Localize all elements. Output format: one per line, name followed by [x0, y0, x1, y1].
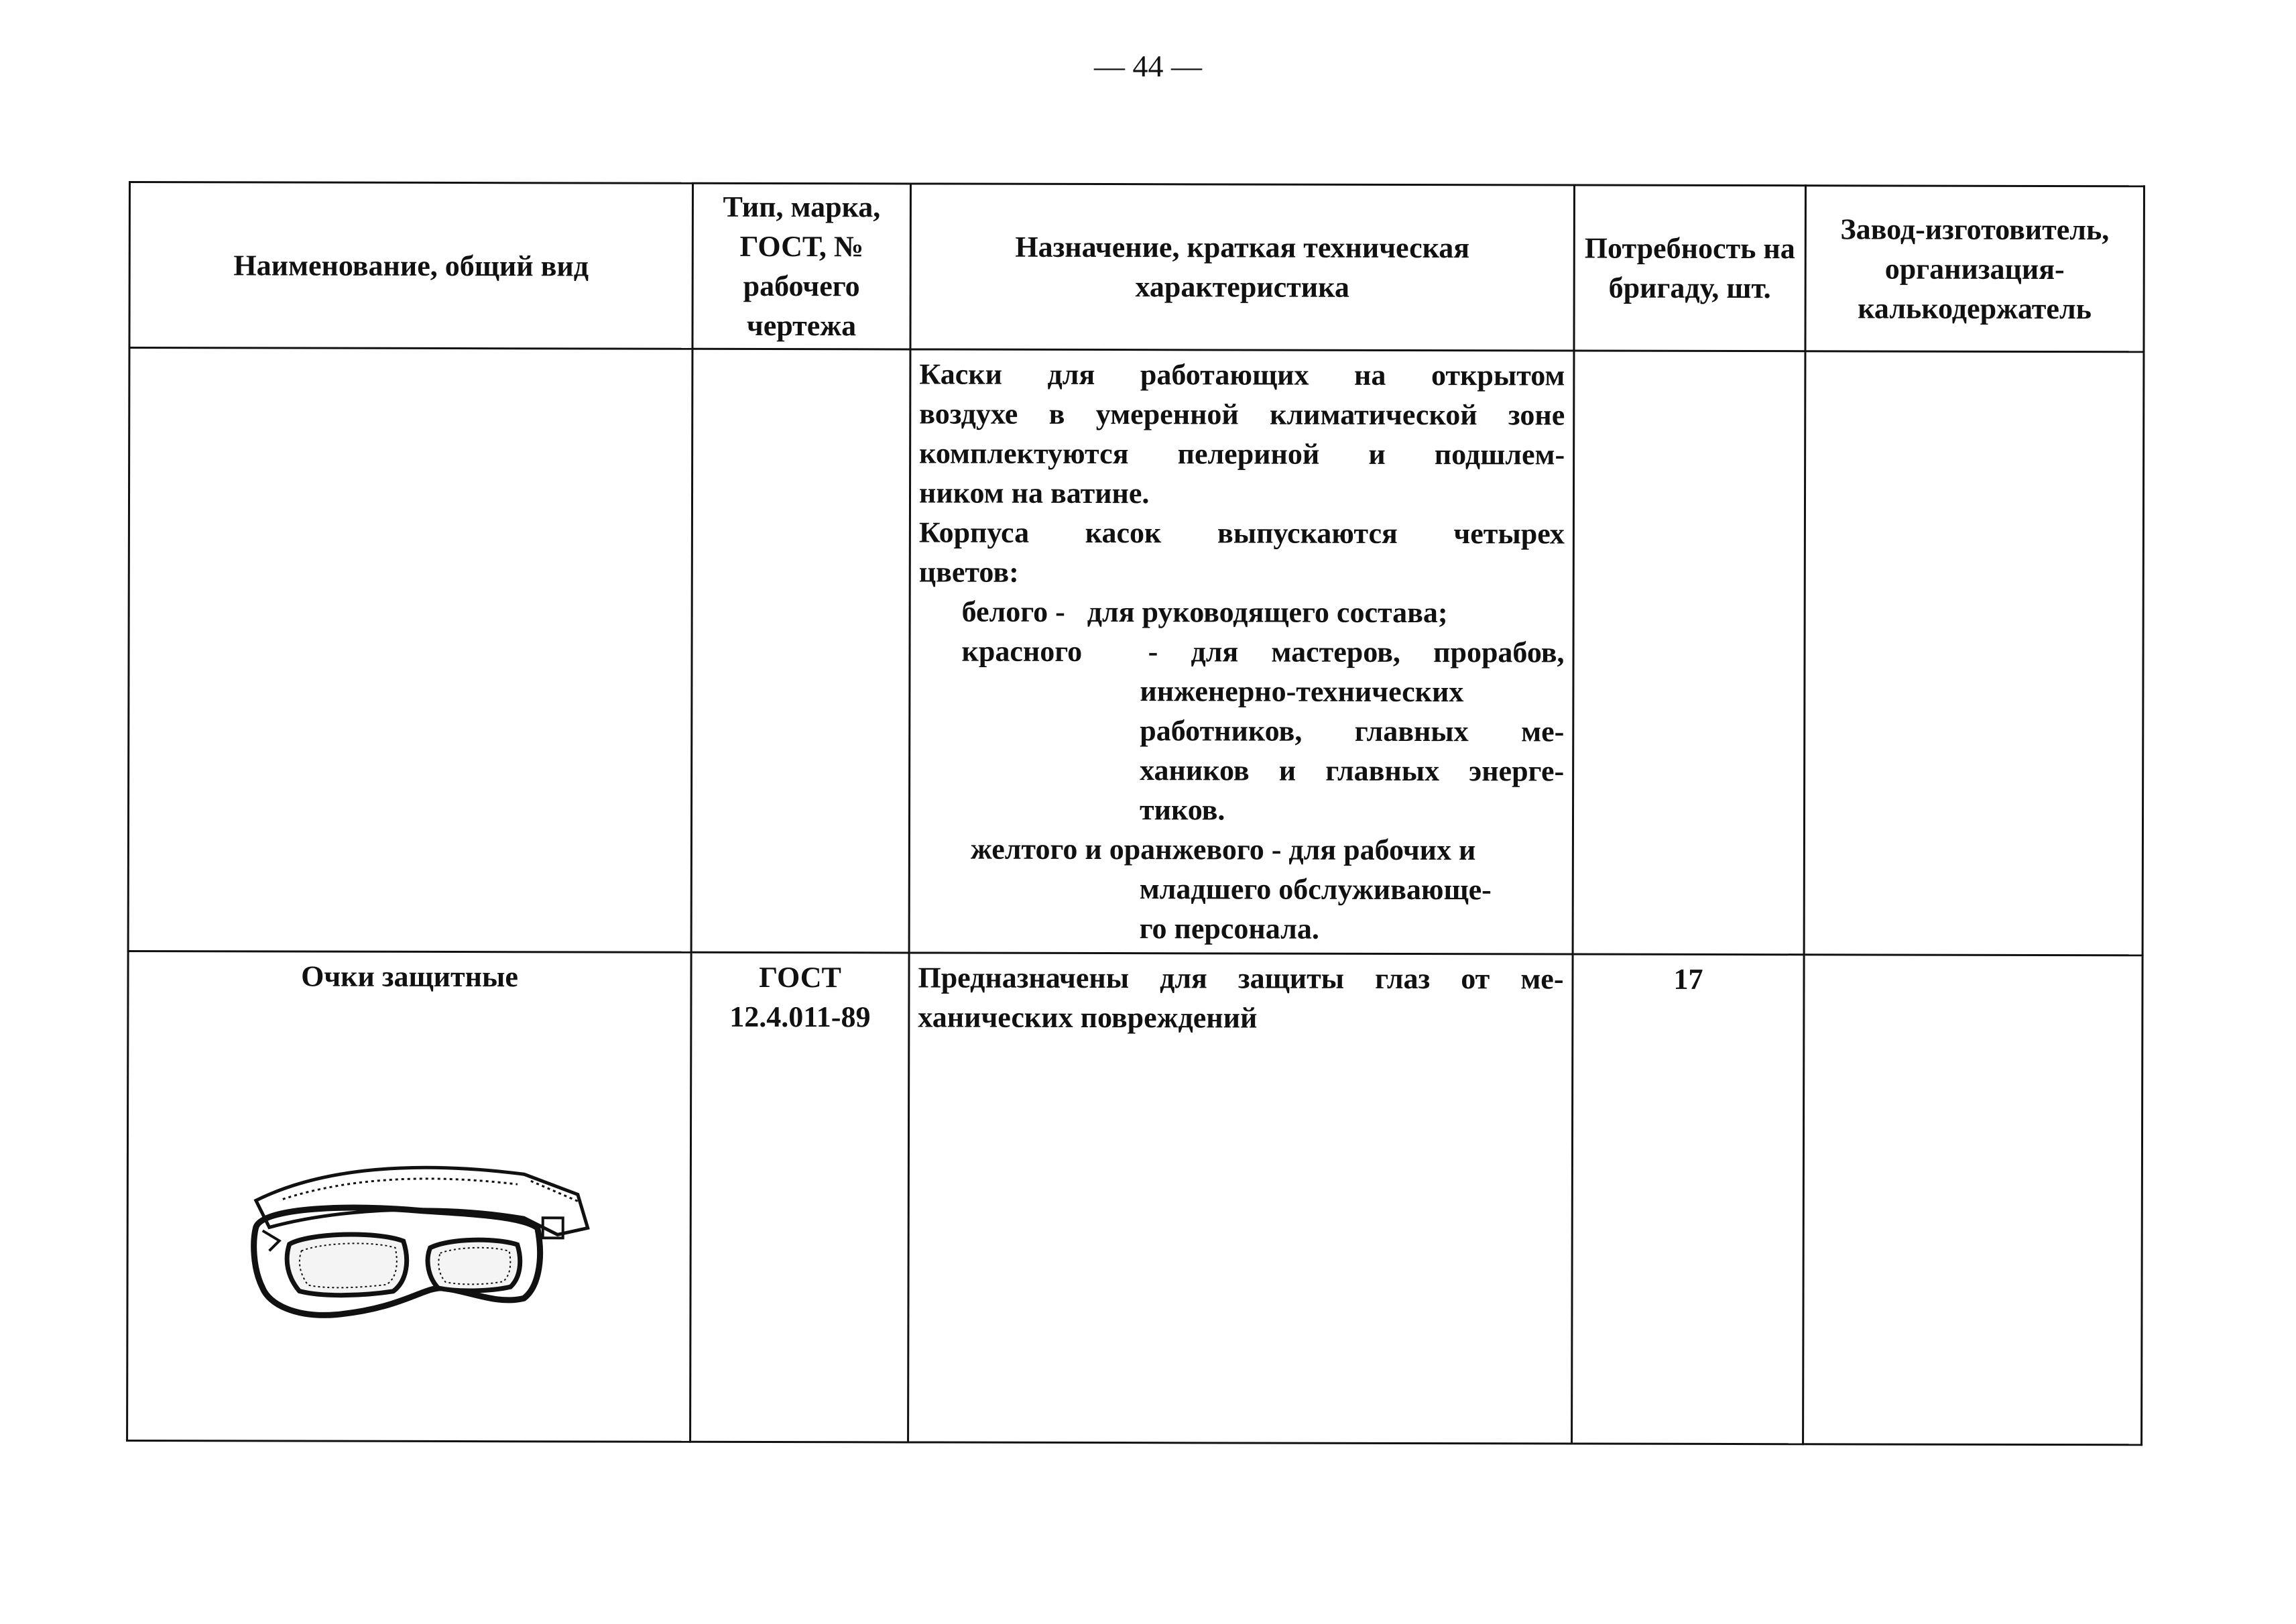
table-header-row — [129, 182, 2144, 352]
helmet-description — [918, 354, 1565, 949]
cell-name — [127, 951, 692, 1442]
text-line: ником на ватине. — [918, 476, 1150, 510]
text-line: младшего обслуживающе- — [1139, 872, 1492, 907]
table-row — [127, 951, 2143, 1445]
color-red-line — [918, 631, 1564, 672]
cell-manufacturer — [1803, 955, 2143, 1445]
text-line: Каски для работающих на открытом — [919, 357, 1565, 392]
header-name: Наименование, общий вид — [129, 182, 693, 349]
color-white: белого - — [961, 595, 1065, 628]
safety-goggles-drawing — [242, 1153, 598, 1328]
gost-number: 12.4.011-89 — [729, 1000, 871, 1034]
text-line: Корпуса касок выпускаются четырех — [918, 516, 1565, 550]
text-line: работников, главных ме- — [1140, 714, 1565, 748]
cell-type — [691, 349, 910, 953]
cell-manufacturer — [1804, 351, 2144, 955]
cell-quantity — [1573, 351, 1805, 955]
item-name: Очки защитные — [301, 960, 518, 994]
cell-name — [128, 348, 692, 953]
color-white-line — [919, 591, 1565, 632]
color-yellow-line: желтого и оранжевого - для рабочих и — [970, 832, 1476, 867]
cell-quantity: 17 — [1572, 954, 1805, 1444]
gost-label: ГОСТ — [759, 960, 841, 994]
text-line: цветов: — [918, 555, 1019, 589]
text-line: комплектуются пелериной и подшлем- — [919, 437, 1565, 471]
table-row — [128, 348, 2144, 955]
text-line: го персонала. — [1139, 912, 1319, 945]
text-line: тиков. — [1139, 793, 1225, 827]
cell-description — [908, 953, 1573, 1444]
text-line: Предназначены для защиты глаз от ме- — [918, 961, 1564, 996]
text-line: хаников и главных энерге- — [1140, 754, 1565, 788]
equipment-table — [126, 181, 2145, 1446]
cell-type — [690, 952, 910, 1442]
cell-description — [909, 349, 1574, 954]
header-quantity: Потребность на бригаду, шт. — [1574, 185, 1806, 351]
header-type: Тип, марка, ГОСТ, № рабочего чертежа — [692, 183, 911, 349]
text-line: инженерно-технических — [1140, 675, 1464, 709]
color-red-purpose: - для мастеров, прорабов, — [1148, 635, 1565, 669]
text-line: ханических повреждений — [918, 1000, 1258, 1035]
header-purpose: Назначение, краткая техническая характеристика — [910, 184, 1575, 351]
color-white-purpose: для руководящего состава; — [1087, 595, 1448, 630]
color-red: красного — [961, 634, 1083, 668]
header-manufacturer: Завод-изготовитель, организация-калькодержатель — [1805, 186, 2144, 352]
text-line: воздухе в умеренной климатической зоне — [919, 397, 1565, 432]
page-number: — 44 — — [1094, 49, 1202, 83]
